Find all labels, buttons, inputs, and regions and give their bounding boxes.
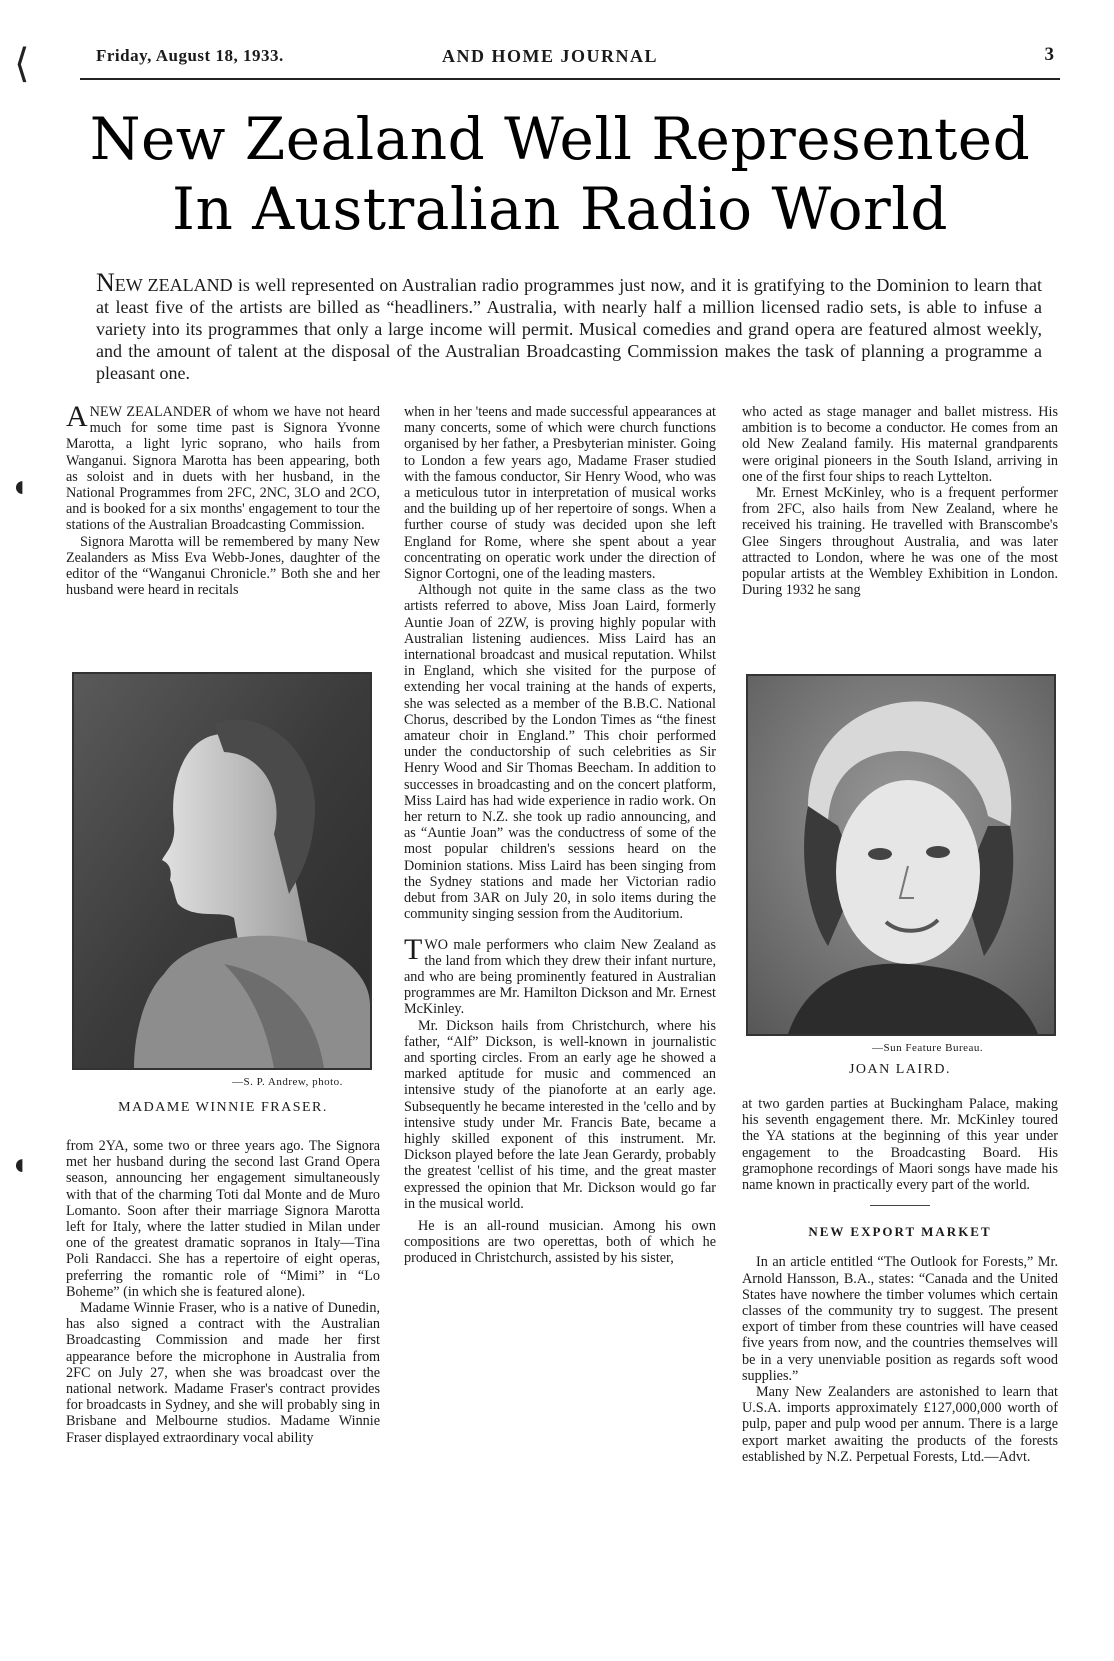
laird-photo-credit: —Sun Feature Bureau. <box>872 1042 984 1054</box>
headline-line-1: New Zealand Well Represented <box>89 105 1031 173</box>
col1-paragraph <box>66 400 380 534</box>
fraser-photo-caption: MADAME WINNIE FRASER. <box>118 1100 328 1115</box>
col2-drop-cap: T <box>404 932 423 966</box>
section-divider <box>870 1205 930 1206</box>
issue-date: Friday, August 18, 1933. <box>96 46 284 65</box>
portrait-laird-image <box>748 676 1054 1034</box>
col3-paragraph: Many New Zealanders are astonished to learn that U.S.A. imports approximately £127,000,000 worth of pulp, paper and pulp wood per annum. There is a large export market awaiting the products of the forests established by N.Z. Perpetual Forests, Ltd.—Advt. <box>742 1384 1058 1465</box>
column-3-bottom <box>742 1096 1058 1465</box>
headline-line-2: In Australian Radio World <box>172 175 948 243</box>
col2-paragraph <box>404 932 716 1018</box>
col3-paragraph: who acted as stage manager and ballet mistress. His ambition is to become a conductor. He comes from an old New Zealand family. His maternal grandparents were original pioneers in the South Island, arriving in one of the first four ships to reach Lyttelton. <box>742 404 1058 485</box>
col1-paragraph: Signora Marotta will be remembered by many New Zealanders as Miss Eva Webb-Jones, daughter of the editor of the “Wanganui Chronicle.” Both she and her husband were heard in recitals <box>66 533 380 599</box>
column-2 <box>404 404 716 1267</box>
col2-paragraph: Although not quite in the same class as the two artists referred to above, Miss Joan Laird, formerly Auntie Joan of 2ZW, is proving highly popular with Australian listening audiences. Miss Laird has an international broadcast and musical reputation. Whilst in England, which she visited for the purpose of extending her vocal training at the hands of experts, she was selected as a member of the B.B.C. National Chorus, described by the London Times as “the finest amateur choir in England.” This choir performed under the conductorship of such celebrities as Sir Henry Wood and Sir Thomas Beecham. In addition to successes in broadcasting and on the concert platform, Miss Laird has had wide experience in radio work. On her return to N.Z. she took up radio announcing, and as “Auntie Joan” was the conductress of some of the most popular children's sessions heard on the Dominion stations. Miss Laird has been singing from the Sydney stations and made her Victorian radio debut from 3AR on July 20, in solo items during the community singing session from the Auditorium. <box>404 582 716 923</box>
column-1-bottom <box>66 1138 380 1446</box>
col3-paragraph: at two garden parties at Buckingham Palace, making his seventh engagement there. Mr. McKinley toured the YA stations at the beginning of this year under engagement to the Broadcasting Board. His gramophone recordings of Maori songs have made his name known in practically every part of the world. <box>742 1096 1058 1194</box>
column-3-top <box>742 404 1058 598</box>
col2-paragraph: when in her 'teens and made successful appearances at many concerts, some of which were church functions organised by her father, a Presbyterian minister. Going to London a few years ago, Madame Fraser studied with the famous conductor, Sir Henry Wood, who was a meticulous tutor in interpretation of musical works and the building up of her repertoire of songs. When a further course of study was decided upon she left England for Rome, where she spent about a year concentrating on operatic work under the direction of Signor Cortogni, one of the leading masters. <box>404 404 716 583</box>
export-market-subhead: NEW EXPORT MARKET <box>808 1224 992 1240</box>
photo-winnie-fraser <box>72 672 372 1070</box>
column-1-top <box>66 400 380 599</box>
col3-paragraph: In an article entitled “The Outlook for Forests,” Mr. Arnold Hansson, B.A., states: “Canada and the United States have nowhere the timber volumes which certain classes of the community try to suggest. The present export of timber from these countries will have ceased five years from now, and the countries themselves will be in a very unenviable position as regards soft wood supplies.” <box>742 1254 1058 1384</box>
intro-text: EW ZEALAND is well represented on Australian radio programmes just now, and it is gratifying to the Dominion to learn that at least five of the artists are billed as “headliners.” Australia, with nearly half a million licensed radio sets, is able to infuse a variety into its programmes that only a large income will permit. Musical comedies and grand opera are featured almost weekly, and the amount of talent at the disposal of the Australian Broadcasting Commission makes the task of planning a programme a pleasant one. <box>96 275 1042 383</box>
photo-joan-laird <box>746 674 1056 1036</box>
laird-photo-caption: JOAN LAIRD. <box>848 1062 952 1077</box>
col1-p1-text: NEW ZEALANDER of whom we have not heard much for some time past is Signora Yvonne Marotta, a light lyric soprano, who hails from Wanganui. Signora Marotta has been appearing, both as soloist and in duets with her husband, in the National Programmes from 2FC, 2NC, 3LO and 2CO, and is booked for a six months' engagement to tour the stations of the Australian Broadcasting Commission. <box>66 404 380 534</box>
col3-paragraph: Mr. Ernest McKinley, who is a frequent performer from 2FC, also hails from New Zealand, where he received his training. He travelled with Branscombe's Glee Singers throughout Australia, and was later attracted to London, where he was one of the most popular artists at the Wembley Exhibition in London. During 1932 he sang <box>742 485 1058 599</box>
col2-paragraph: He is an all-round musician. Among his own compositions are two operettas, both of which he produced in Christchurch, assisted by his sister, <box>404 1217 716 1267</box>
margin-bracket-mark: ⟨ <box>14 41 30 86</box>
article-intro <box>96 268 1042 384</box>
col2-p3-text: WO male performers who claim New Zealand as the land from which they drew their infant nurture, and who are being prominently featured in Australian programmes are Mr. Hamilton Dickson and Mr. Ernest McKinley. <box>404 936 716 1018</box>
col1-drop-cap: A <box>66 400 88 433</box>
intro-drop-cap: N <box>96 268 115 297</box>
fraser-photo-credit: —S. P. Andrew, photo. <box>232 1076 343 1088</box>
running-header <box>96 46 1054 72</box>
portrait-fraser-image <box>74 674 370 1068</box>
col1-paragraph: from 2YA, some two or three years ago. The Signora met her husband during the second last Grand Opera season, announcing her engagement simultaneously with that of the charming Toti dal Monte and de Muro Lomanto. Soon after their marriage Signora Marotta left for Italy, where the latter studied in Milan under one of the greatest dramatic sopranos in Italy—Tina Poli Randacci. She has a repertoire of eight operas, preferring the romantic role of “Mimi” in “Lo Boheme” (in which she is featured alone). <box>66 1138 380 1300</box>
journal-name: AND HOME JOURNAL <box>442 46 658 66</box>
margin-hole-mark: ◖ <box>10 470 29 503</box>
article-headline <box>60 104 1060 244</box>
col1-paragraph: Madame Winnie Fraser, who is a native of Dunedin, has also signed a contract with the Australian Broadcasting Commission and made her first appearance before the microphone in Australia from 2FC on July 27, when she was broadcast over the national network. Madame Fraser's contract provides for broadcasts in Sydney, and she will probably sing in Brisbane and Melbourne studios. Madame Winnie Fraser displayed extraordinary vocal ability <box>66 1300 380 1446</box>
header-rule <box>80 78 1060 80</box>
page-number: 3 <box>1044 44 1054 65</box>
margin-hole-mark: ◖ <box>10 1148 29 1181</box>
col2-paragraph: Mr. Dickson hails from Christchurch, where his father, “Alf” Dickson, is well-known in journalistic and sporting circles. From an early age he showed a marked aptitude for music and commenced an intensive study of the pianoforte at an early age. Subsequently he became interested in the 'cello and by intensive study under Mr. Francis Bate, became a highly skilled exponent of this instrument. Mr. Dickson played before the late Jean Gerardy, probably the greatest 'cellist of his time, and the great master expressed the opinion that Mr. Dickson would go far in the musical world. <box>404 1017 716 1212</box>
